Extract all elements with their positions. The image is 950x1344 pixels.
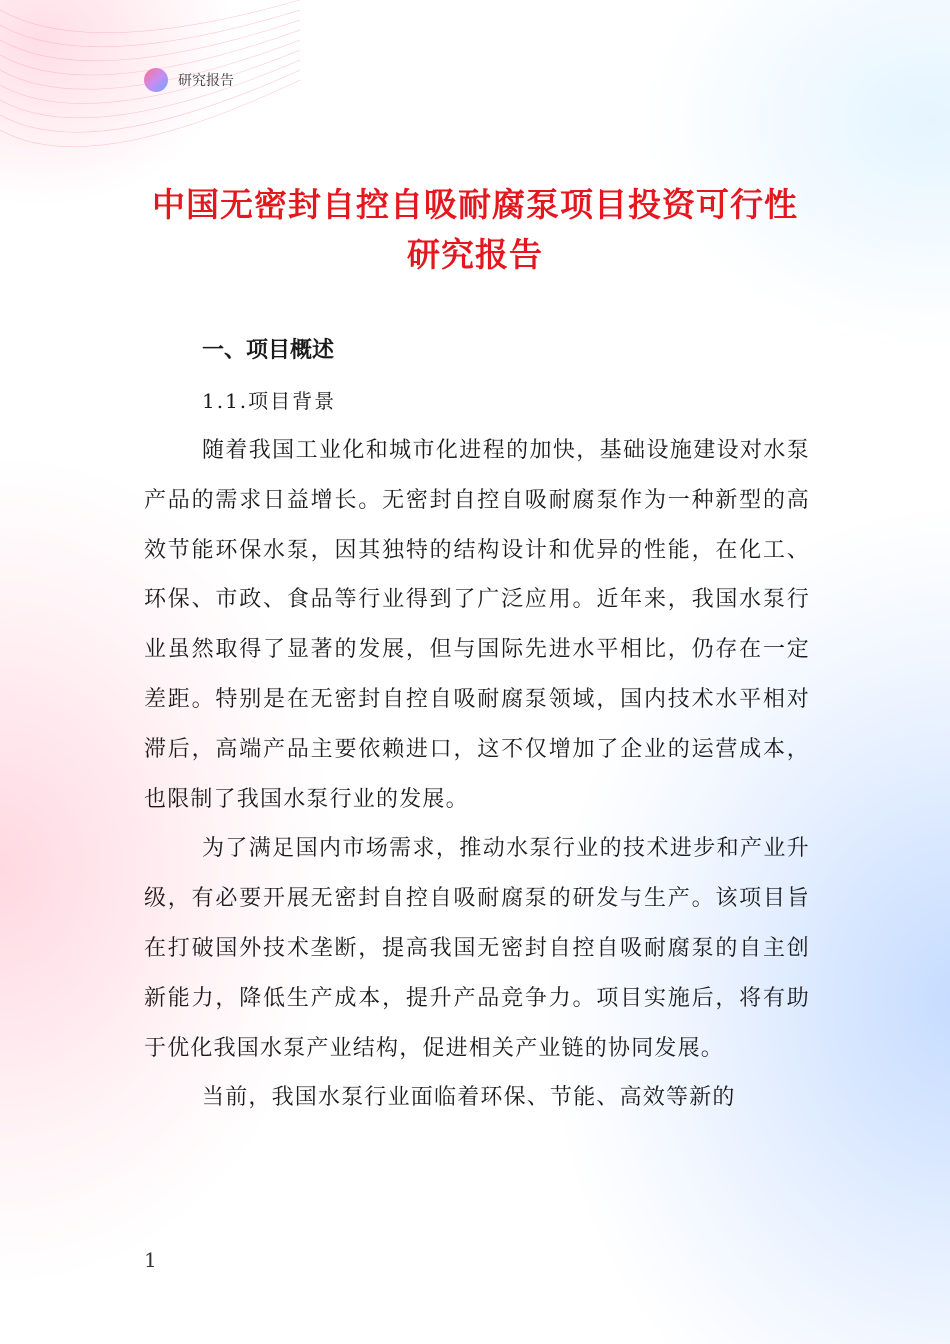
decorative-corner-lines xyxy=(0,0,300,200)
paragraph: 当前，我国水泵行业面临着环保、节能、高效等新的 xyxy=(202,1085,736,1111)
section-heading: 一、项目概述 xyxy=(202,338,335,363)
sub-heading: 1.1.项目背景 xyxy=(202,389,337,413)
document-title: 中国无密封自控自吸耐腐泵项目投资可行性研究报告 xyxy=(152,185,798,274)
header-label: 研究报告 xyxy=(178,73,234,89)
document-header xyxy=(144,68,234,92)
logo-icon xyxy=(144,68,168,92)
paragraph: 为了满足国内市场需求，推动水泵行业的技术进步和产业升级，有必要开展无密封自控自吸耐腐泵的研发与生产。该项目旨在打破国外技术垄断，提高我国无密封自控自吸耐腐泵的自主创新能力，降低生产成本，提升产品竞争力。项目实施后，将有助于优化我国水泵产业结构，促进相关产业链的协同发展。 xyxy=(144,836,810,1061)
paragraph: 随着我国工业化和城市化进程的加快，基础设施建设对水泵产品的需求日益增长。无密封自控自吸耐腐泵作为一种新型的高效节能环保水泵，因其独特的结构设计和优异的性能，在化工、环保、市政、食品等行业得到了广泛应用。近年来，我国水泵行业虽然取得了显著的发展，但与国际先进水平相比，仍存在一定差距。特别是在无密封自控自吸耐腐泵领域，国内技术水平相对滞后，高端产品主要依赖进口，这不仅增加了企业的运营成本，也限制了我国水泵行业的发展。 xyxy=(144,438,810,812)
document-body xyxy=(144,326,810,1123)
page-number: 1 xyxy=(144,1248,157,1272)
